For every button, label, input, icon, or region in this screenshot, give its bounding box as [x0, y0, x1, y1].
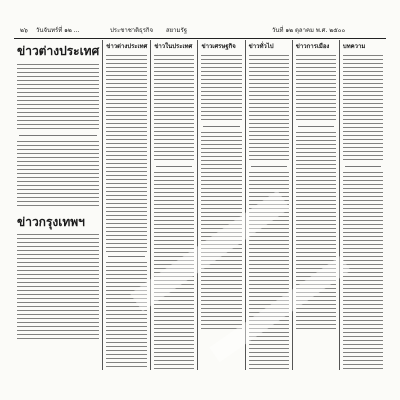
column-heading: ข่าวทั่วไป	[248, 43, 274, 50]
column-text	[296, 130, 336, 330]
page-number: ๒๖	[20, 27, 28, 34]
column-6	[292, 40, 339, 370]
column-text	[106, 53, 147, 253]
column-heading: ข่าวการเมือง	[295, 43, 330, 50]
column-text	[249, 53, 289, 163]
column-heading: ข่าวเศรษฐกิจ	[201, 43, 236, 50]
column-heading: ข่าวในประเทศ	[154, 43, 193, 50]
column-heading: บทความ	[342, 43, 366, 50]
header-date-right: วันที่ ๑๒ ตุลาคม พ.ศ. ๒๕๐๐	[272, 27, 346, 34]
divider	[298, 126, 334, 127]
header-section: สยามรัฐ	[166, 27, 188, 34]
column-text	[343, 53, 383, 163]
text-columns	[14, 40, 386, 370]
column-2	[102, 40, 150, 370]
column-text	[17, 232, 99, 342]
column-5	[245, 40, 292, 370]
column-text	[201, 130, 241, 330]
header-paper-name: ประชาชาติธุรกิจ	[110, 27, 154, 34]
divider	[251, 166, 287, 167]
divider	[203, 126, 239, 127]
column-text	[106, 260, 147, 370]
column-4	[197, 40, 244, 370]
column-text	[249, 170, 289, 370]
column-heading: ข่าวต่างประเทศ	[106, 43, 148, 50]
column-text	[17, 62, 99, 132]
divider	[156, 166, 192, 167]
divider	[108, 256, 145, 257]
page-header	[14, 26, 386, 36]
column-text	[343, 170, 383, 370]
column-text	[154, 53, 194, 163]
divider	[345, 166, 381, 167]
header-rule	[14, 38, 386, 39]
column-text	[154, 170, 194, 370]
column-text	[17, 139, 99, 209]
masthead-title: ข่าวต่างประเทศ	[17, 44, 100, 58]
column-text	[296, 53, 336, 123]
divider	[19, 135, 97, 136]
column-text	[201, 53, 241, 123]
column-3	[150, 40, 197, 370]
column-1	[14, 40, 102, 370]
masthead-subtitle: ข่าวกรุงเทพฯ	[17, 215, 85, 229]
column-7	[339, 40, 386, 370]
header-date-left: วันจันทร์ที่ ๑๒ ...	[36, 27, 80, 34]
